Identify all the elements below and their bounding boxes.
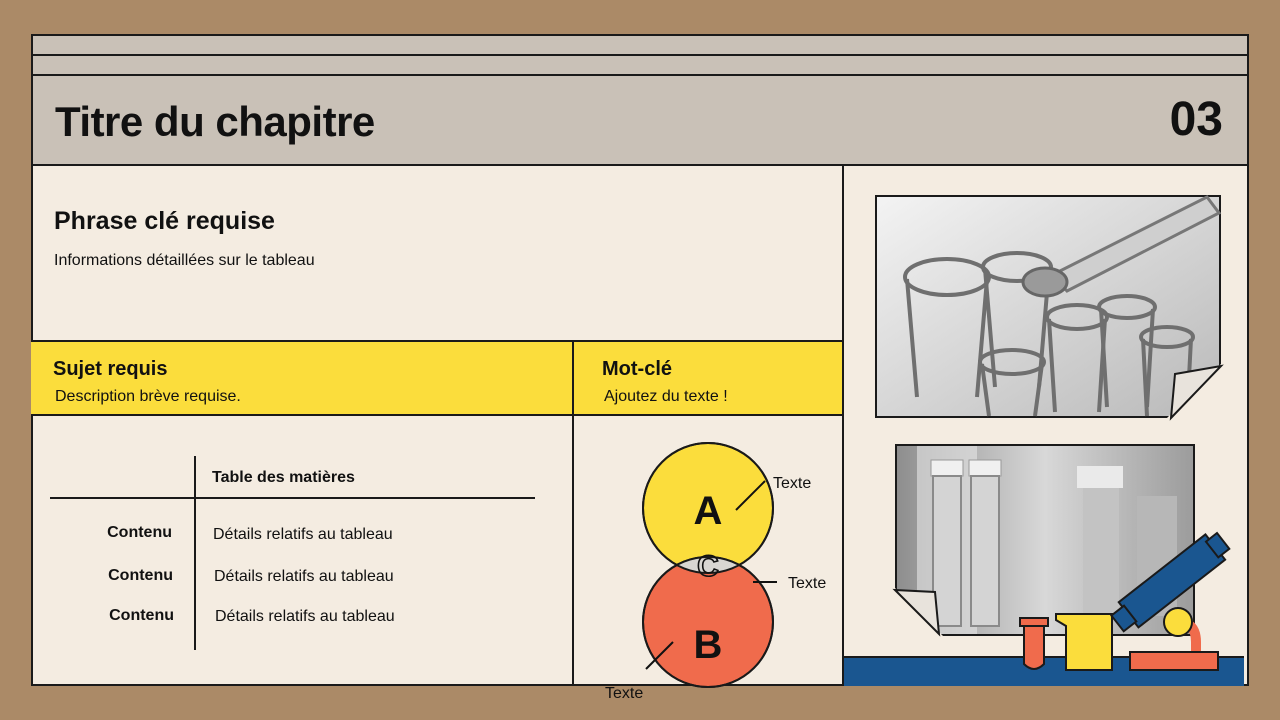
header-stripe <box>33 56 1247 76</box>
toc-row-label: Contenu <box>109 607 174 624</box>
keyword-title: Mot-clé <box>602 358 672 380</box>
chapter-header <box>33 76 1247 166</box>
test-tubes-photo <box>875 195 1221 418</box>
subject-bar <box>31 340 573 416</box>
page-curl-icon <box>895 588 943 636</box>
toc-row-value: Détails relatifs au tableau <box>214 568 394 585</box>
chapter-title: Titre du chapitre <box>55 98 375 145</box>
venn-label-overlap: C <box>697 550 719 583</box>
key-phrase: Phrase clé requise <box>54 207 275 235</box>
chapter-number: 03 <box>1169 93 1223 146</box>
venn-diagram <box>593 436 853 702</box>
venn-callout-overlap: Texte <box>788 575 827 592</box>
page-curl-icon <box>1167 364 1221 418</box>
lab-equipment-icon <box>1018 514 1228 670</box>
subject-description: Description brève requise. <box>55 388 241 405</box>
venn-callout-a: Texte <box>773 475 812 492</box>
header-stripe <box>33 36 1247 56</box>
keyword-description: Ajoutez du texte ! <box>604 388 728 405</box>
toc-row-value: Détails relatifs au tableau <box>213 526 393 543</box>
toc-row-value: Détails relatifs au tableau <box>215 608 395 625</box>
venn-callout-b: Texte <box>605 685 644 702</box>
toc-horizontal-rule <box>50 497 535 499</box>
toc-row-label: Contenu <box>108 567 173 584</box>
venn-label-b: B <box>693 623 723 667</box>
toc-heading: Table des matières <box>212 469 355 486</box>
key-details: Informations détaillées sur le tableau <box>54 252 315 269</box>
slide-frame <box>31 34 1249 702</box>
toc-row-label: Contenu <box>107 524 172 541</box>
subject-title: Sujet requis <box>53 358 168 380</box>
venn-label-a: A <box>693 489 723 533</box>
keyword-bar <box>574 340 842 416</box>
toc-vertical-rule <box>194 456 196 650</box>
